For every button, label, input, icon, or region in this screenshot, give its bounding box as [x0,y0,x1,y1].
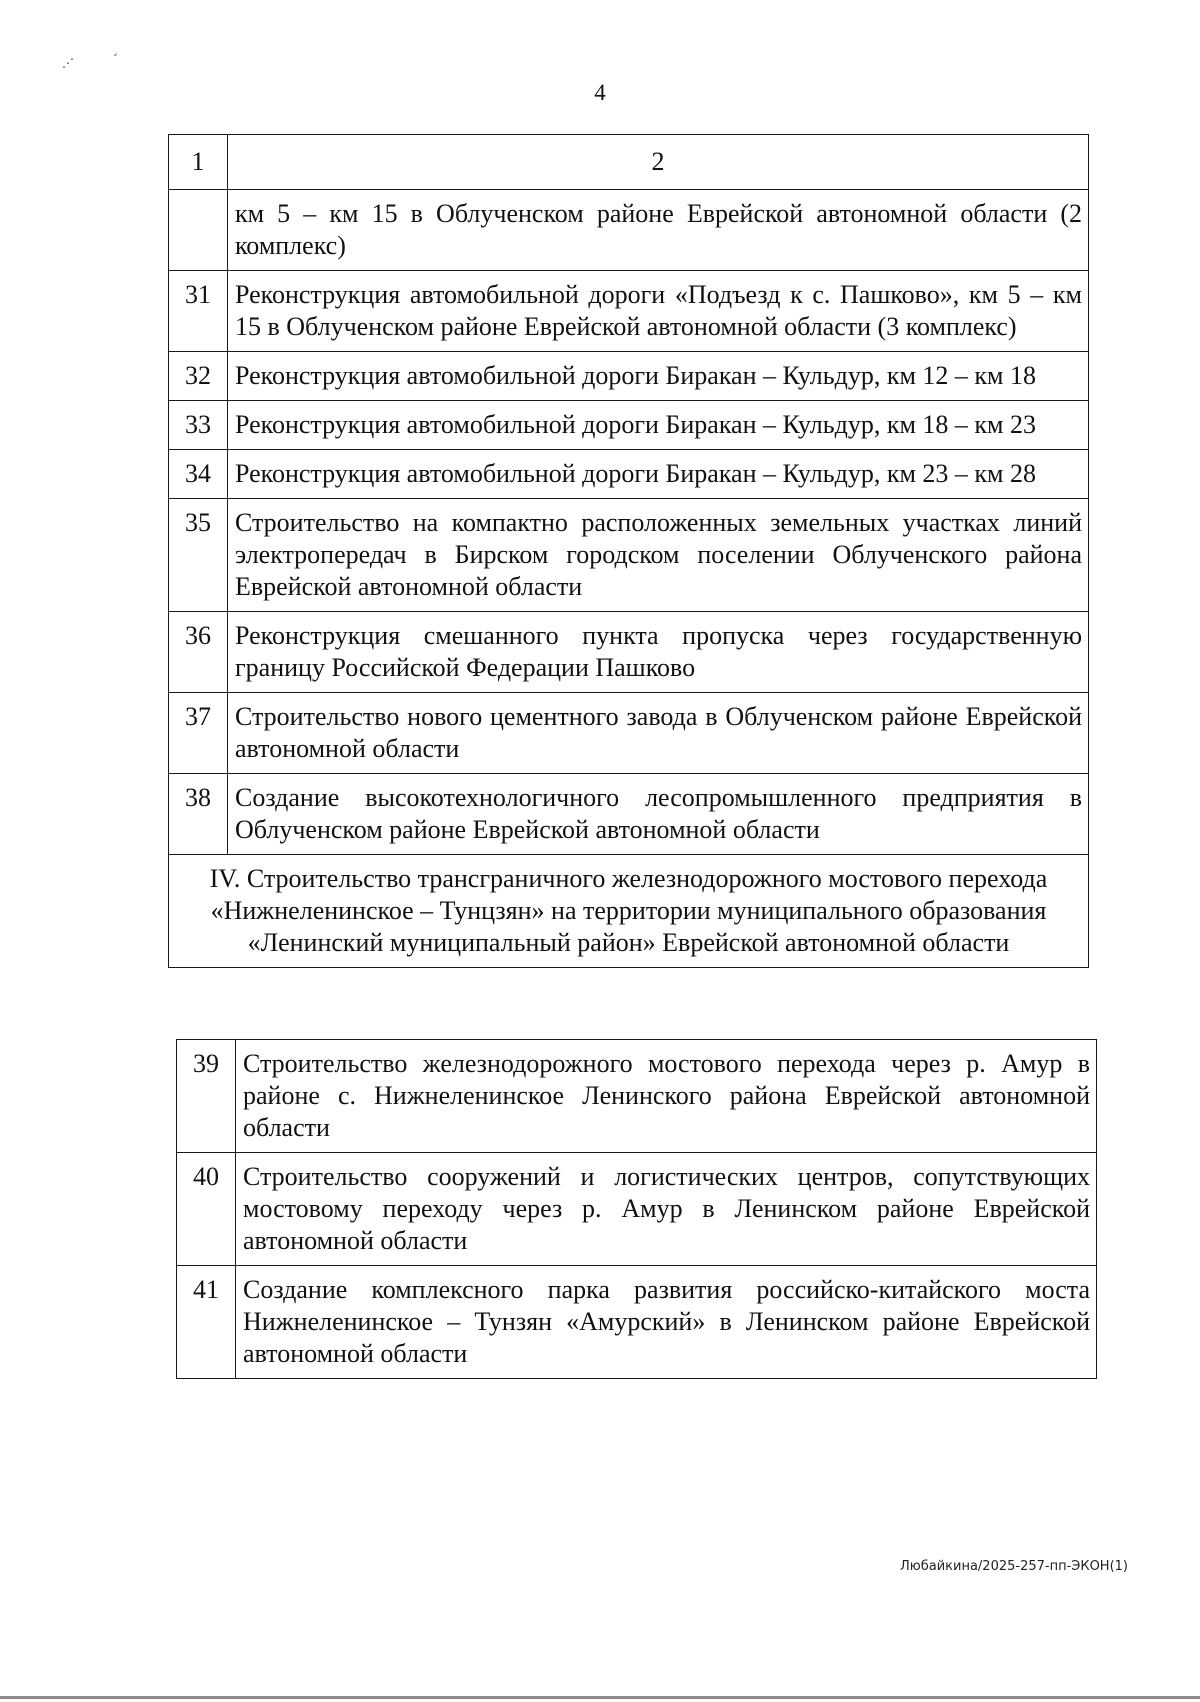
row-number: 32 [169,352,228,401]
table-row [177,1153,1097,1266]
table-row [177,1266,1097,1379]
row-number: 37 [169,693,228,774]
row-number: 39 [177,1040,236,1153]
table-row [169,693,1089,774]
row-number [169,190,228,271]
row-text: Реконструкция смешанного пункта пропуска через государственную границу Российской Федерации Пашково [228,612,1089,693]
row-text: Строительство нового цементного завода в Облученском районе Еврейской автономной области [228,693,1089,774]
scan-speck: ˏ [112,42,118,56]
table-header-row [169,135,1089,190]
section-heading: IV. Строительство трансграничного железнодорожного мостового перехода «Нижнеленинское – Тунцзян» на территории муниципального образования «Ленинский муниципальный район» Еврейской автономной области [169,855,1089,968]
row-number: 36 [169,612,228,693]
row-number: 31 [169,271,228,352]
table-row [169,499,1089,612]
row-text: Создание высокотехнологичного лесопромышленного предприятия в Облученском районе Еврейской автономной области [228,774,1089,855]
table-row [169,271,1089,352]
row-text: Реконструкция автомобильной дороги Биракан – Кульдур, км 12 – км 18 [228,352,1089,401]
row-number: 41 [177,1266,236,1379]
row-text: Реконструкция автомобильной дороги Биракан – Кульдур, км 18 – км 23 [228,401,1089,450]
table-row [169,450,1089,499]
row-text: Строительство на компактно расположенных земельных участках линий электропередач в Бирском городском поселении Облученского района Еврейской автономной области [228,499,1089,612]
table-row [169,352,1089,401]
row-text: Реконструкция автомобильной дороги «Подъезд к с. Пашково», км 5 – км 15 в Облученском районе Еврейской автономной области (3 комплекс) [228,271,1089,352]
table-row [169,774,1089,855]
row-text: Создание комплексного парка развития российско-китайского моста Нижнеленинское – Тунзян «Амурский» в Ленинском районе Еврейской автономной области [236,1266,1097,1379]
projects-table-top [168,134,1089,968]
row-number: 34 [169,450,228,499]
row-text: Строительство железнодорожного мостового перехода через р. Амур в районе с. Нижнеленинское Ленинского района Еврейской автономной области [236,1040,1097,1153]
row-text: Строительство сооружений и логистических центров, сопутствующих мостовому переходу через р. Амур в Ленинском районе Еврейской автономной области [236,1153,1097,1266]
table-row [177,1040,1097,1153]
row-number: 33 [169,401,228,450]
document-reference-code: Любайкина/2025-257-пп-ЭКОН(1) [900,1559,1128,1574]
section-heading-row [169,855,1089,968]
row-number: 40 [177,1153,236,1266]
header-col-2: 2 [228,135,1089,190]
page-number: 4 [594,80,606,105]
table-row [169,612,1089,693]
row-number: 38 [169,774,228,855]
header-col-1: 1 [169,135,228,190]
projects-table-bottom [176,1039,1097,1379]
table-row [169,190,1089,271]
row-number: 35 [169,499,228,612]
row-text: км 5 – км 15 в Облученском районе Еврейской автономной области (2 комплекс) [228,190,1089,271]
scan-speck: ⋰ [62,56,74,70]
table-row [169,401,1089,450]
row-text: Реконструкция автомобильной дороги Биракан – Кульдур, км 23 – км 28 [228,450,1089,499]
scan-bottom-edge [0,1696,1200,1699]
